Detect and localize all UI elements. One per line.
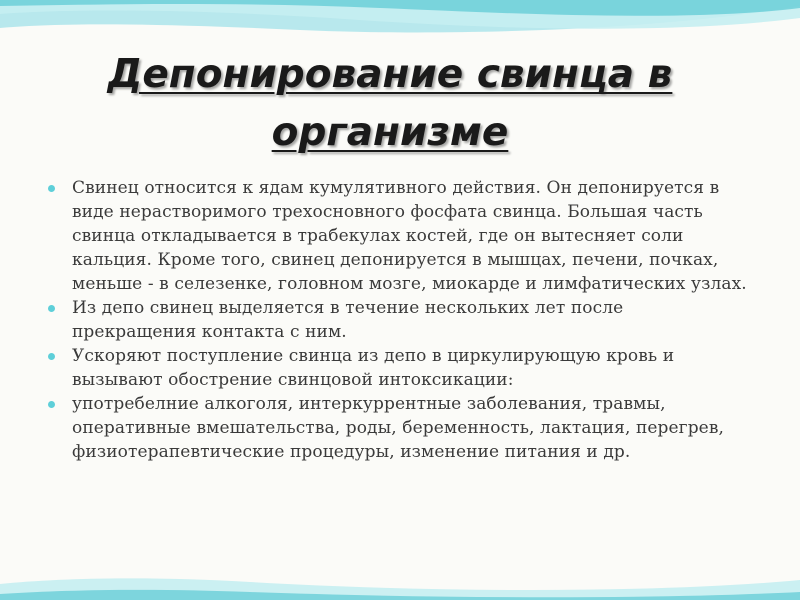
bullet-dot-icon <box>48 305 55 312</box>
bullet-item <box>40 176 752 296</box>
bullet-dot-icon <box>48 401 55 408</box>
bullet-item <box>40 296 752 344</box>
bullet-text: Из депо свинец выделяется в течение нескольких лет после прекращения контакта с ним. <box>72 298 624 342</box>
bottom-wave-decoration <box>0 570 800 600</box>
slide-title <box>40 46 740 162</box>
slide-title-line1: Депонирование свинца в <box>107 52 673 97</box>
bullet-text: Свинец относится к ядам кумулятивного действия. Он депонируется в виде нерастворимого трехосновного фосфата свинца. Большая часть свинца откладывается в трабекулах костей, где он вытесняет соли кальция. Кроме того, свинец депонируется в мышцах, печени, почках, меньше - в селезенке, головном мозге, миокарде и лимфатических узлах. <box>72 178 747 294</box>
bullet-item <box>40 344 752 392</box>
bullet-text: употребелние алкоголя, интеркуррентные заболевания, травмы, оперативные вмешательства, роды, беременность, лактация, перегрев, физиотерапевтические процедуры, изменение питания и др. <box>72 394 725 462</box>
bullet-dot-icon <box>48 353 55 360</box>
bullet-text: Ускоряют поступление свинца из депо в циркулирующую кровь и вызывают обострение свинцовой интоксикации: <box>72 346 675 390</box>
bullet-list <box>40 176 752 464</box>
bullet-item <box>40 392 752 464</box>
slide-title-line2: организме <box>271 110 509 155</box>
bullet-dot-icon <box>48 185 55 192</box>
